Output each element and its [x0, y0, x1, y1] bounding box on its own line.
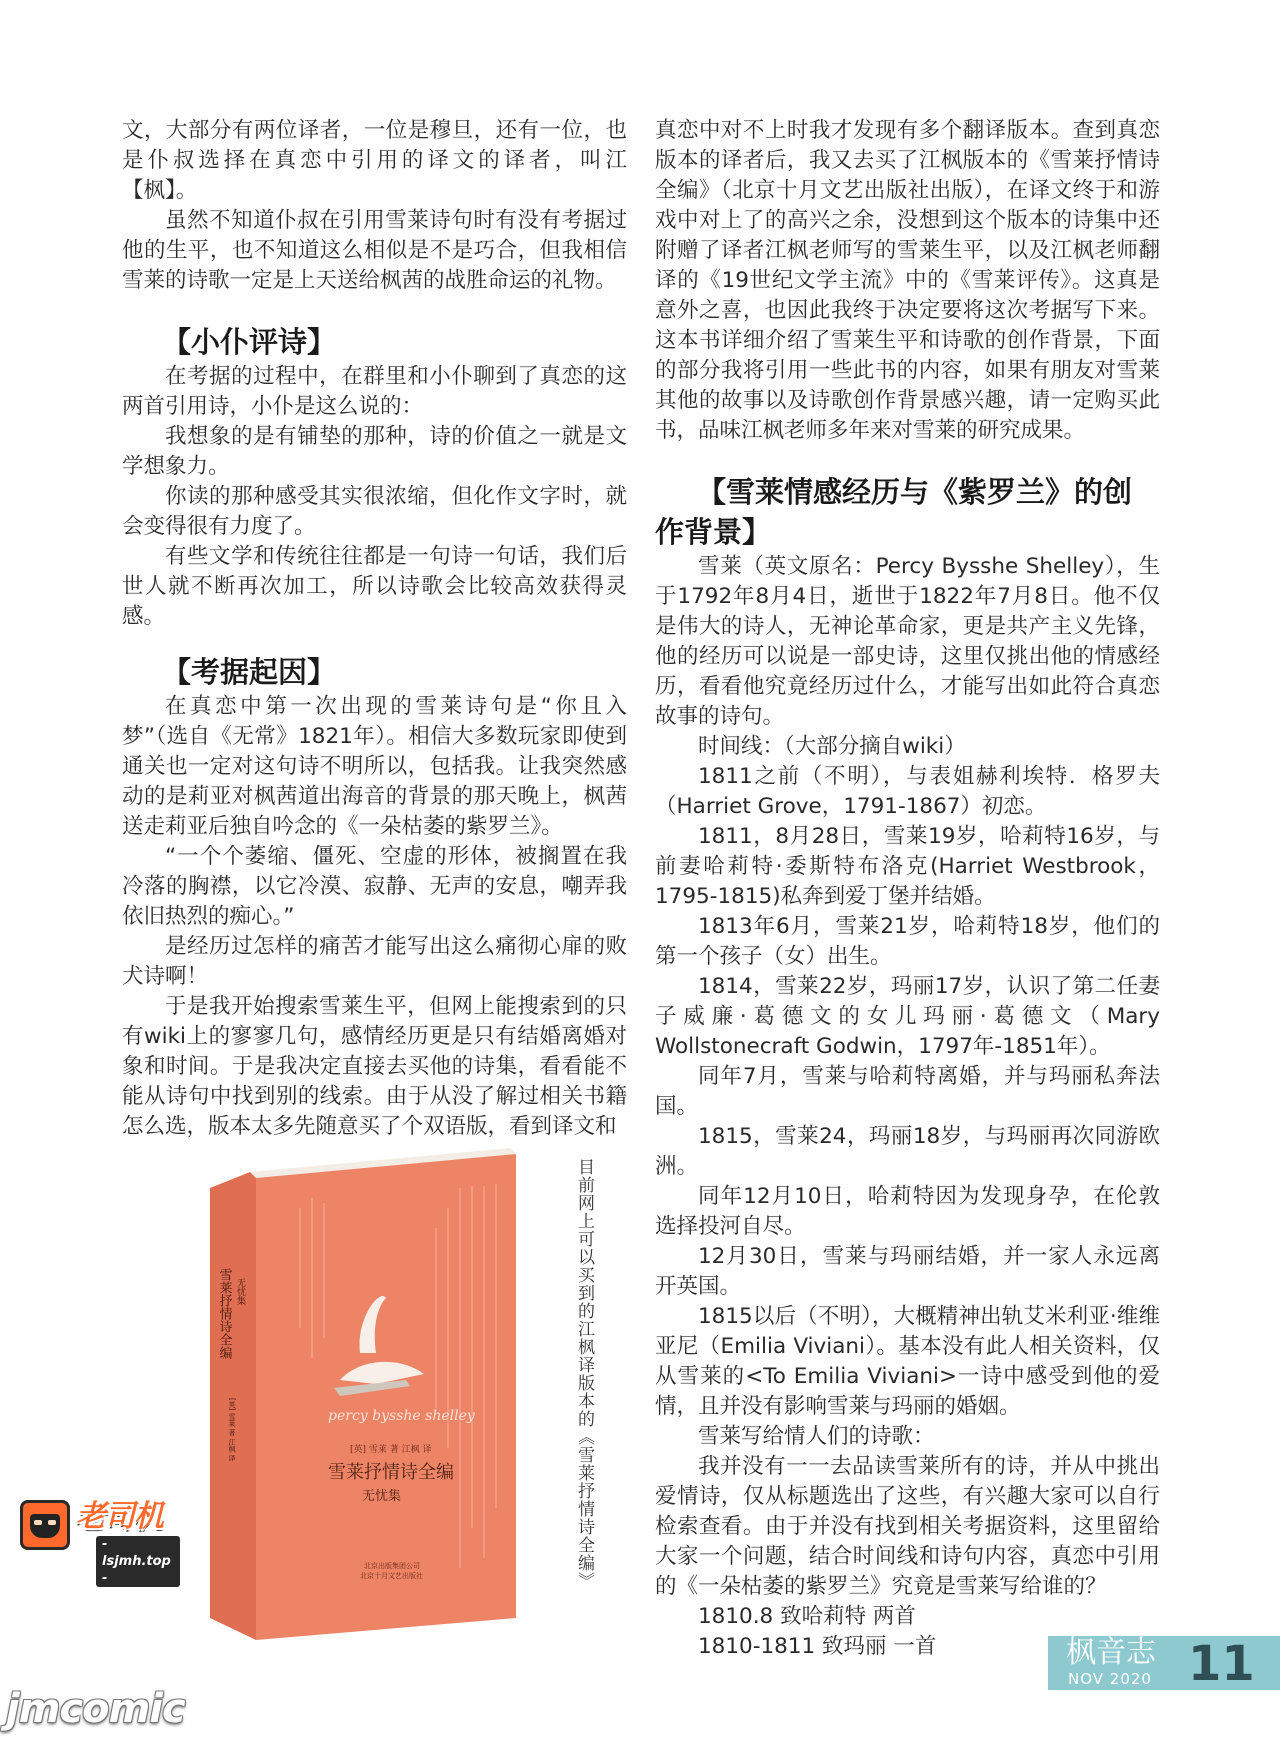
book-cover-image — [210, 1140, 540, 1650]
watermark: jmcomic — [6, 1686, 185, 1732]
section1-paragraph-3: 你读的那种感受其实很浓缩，但化作文字时，就会变得很有力度了。 — [122, 484, 627, 539]
section3-paragraph-1: 雪莱（英文原名：Percy Bysshe Shelley），生于1792年8月4日，逝世于1822年7月8日。他不仅是伟大的诗人，无神论革命家，更是共产主义先锋，他的经历可以说是一部史诗，这里仅挑出他的情感经历，看看他究竟经历过什么，才能写出如此符合真恋故事的诗句。 — [655, 554, 1160, 729]
section1-paragraph-2: 我想象的是有铺垫的那种，诗的价值之一就是文学想象力。 — [122, 424, 627, 479]
section3-paragraph-7: 同年7月，雪莱与哈莉特离婚，并与玛丽私奔法国。 — [655, 1064, 1160, 1119]
cover-title: 雪莱抒情诗全编 — [328, 1462, 454, 1483]
spine-author: [英] 雪莱 著 江枫 译 — [228, 1398, 236, 1462]
left-intro-paragraph-1: 文，大部分有两位译者，一位是穆旦，还有一位，也是仆叔选择在真恋中引用的译文的译者，叫江【枫】。 — [122, 118, 627, 203]
book-illustration — [210, 1148, 528, 1640]
section-title-shelley-background: 【雪莱情感经历与《紫罗兰》的创作背景】 — [655, 475, 1133, 549]
section1-paragraph-1: 在考据的过程中，在群里和小仆聊到了真恋的这两首引用诗，小仆是这么说的： — [122, 364, 627, 419]
section3-paragraph-6: 1814，雪莱22岁，玛丽17岁，认识了第二任妻子威廉·葛德文的女儿玛丽·葛德文（Mary Wollstonecraft Godwin，1797年-1851年）。 — [655, 974, 1160, 1059]
section3-paragraph-11: 1815以后（不明），大概精神出轨艾米利亚·维维亚尼（Emilia Viviani）。基本没有此人相关资料，仅从雪莱的<To Emilia Viviani>一诗中感受到他的爱情，且并没有影响雪莱与玛丽的婚姻。 — [655, 1304, 1160, 1419]
left-intro-paragraph-2: 虽然不知道仆叔在引用雪莱诗句时有没有考据过他的生平，也不知道这么相似是不是巧合，但我相信雪莱的诗歌一定是上天送给枫茜的战胜命运的礼物。 — [122, 208, 627, 293]
section-title-xiaopu-review: 【小仆评诗】 — [162, 325, 337, 359]
section-title-research-origin: 【考据起因】 — [162, 655, 337, 689]
left-column — [122, 116, 627, 1142]
section3-paragraph-14: 1810.8 致哈莉特 两首 — [698, 1604, 916, 1629]
book-caption: 目前网上可以买到的江枫译版本的《雪莱抒情诗全编》 — [574, 1158, 594, 1590]
cover-publisher-line-2: 北京十月文艺出版社 — [360, 1572, 423, 1580]
section3-paragraph-9: 同年12月10日，哈莉特因为发现身孕，在伦敦选择投河自尽。 — [655, 1184, 1160, 1239]
spine-title: 雪莱抒情诗全编 — [216, 1268, 232, 1359]
logo-name: 老司机 — [76, 1499, 163, 1534]
cover-author: [英] 雪莱 著 江枫 译 — [350, 1445, 432, 1455]
section3-paragraph-4: 1811，8月28日，雪莱19岁，哈莉特16岁，与前妻哈莉特·委斯特布洛克(Harriet Westbrook，1795-1815)私奔到爱丁堡并结婚。 — [655, 824, 1160, 909]
cover-subtitle: 无忧集 — [362, 1489, 402, 1504]
section3-paragraph-12: 雪莱写给情人们的诗歌： — [698, 1424, 935, 1449]
section3-paragraph-3: 1811之前（不明），与表姐赫利埃特．格罗夫（Harriet Grove，1791-1867）初恋。 — [655, 764, 1160, 819]
page-footer — [1048, 1636, 1280, 1690]
section1-paragraph-4: 有些文学和传统往往都是一句诗一句话，我们后世人就不断再次加工，所以诗歌会比较高效获得灵感。 — [122, 544, 627, 629]
page-number: 11 — [1188, 1636, 1255, 1692]
logo-url: - lsjmh.top - — [96, 1536, 180, 1587]
section2-paragraph-2: “一个个萎缩、僵死、空虚的形体，被搁置在我冷落的胸襟，以它冷漠、寂静、无声的安息，嘲弄我依旧热烈的痴心。” — [122, 844, 627, 929]
section2-paragraph-3: 是经历过怎样的痛苦才能写出这么痛彻心扉的败犬诗啊！ — [122, 934, 627, 989]
right-intro-paragraph: 真恋中对不上时我才发现有多个翻译版本。查到真恋版本的译者后，我又去买了江枫版本的《雪莱抒情诗全编》（北京十月文艺出版社出版），在译文终于和游戏中对上了的高兴之余，没想到这个版本的诗集中还附赠了译者江枫老师写的雪莱生平，以及江枫老师翻译的《19世纪文学主流》中的《雪莱评传》。这真是意外之喜，也因此我终于决定要将这次考据写下来。这本书详细介绍了雪莱生平和诗歌的创作背景，下面的部分我将引用一些此书的内容，如果有朋友对雪莱其他的故事以及诗歌创作背景感兴趣，请一定购买此书，品味江枫老师多年来对雪莱的研究成果。 — [655, 118, 1160, 443]
section2-paragraph-1: 在真恋中第一次出现的雪莱诗句是“你且入梦”（选自《无常》1821年）。相信大多数玩家即使到通关也一定对这句诗不明所以，包括我。让我突然感动的是莉亚对枫茜道出海音的背景的那天晚上，枫茜送走莉亚后独自吟念的《一朵枯萎的紫罗兰》。 — [122, 694, 627, 839]
cover-signature: percy bysshe shelley — [328, 1408, 475, 1424]
right-column — [655, 116, 1160, 1662]
section3-paragraph-5: 1813年6月，雪莱21岁，哈莉特18岁，他们的第一个孩子（女）出生。 — [655, 914, 1160, 969]
section3-paragraph-13: 我并没有一一去品读雪莱所有的诗，并从中挑出爱情诗，仅从标题选出了这些，有兴趣大家可以自行检索查看。由于并没有找到相关考据资料，这里留给大家一个问题，结合时间线和诗句内容，真恋中引用的《一朵枯萎的紫罗兰》究竟是雪莱写给谁的？ — [655, 1454, 1160, 1599]
section3-paragraph-10: 12月30日，雪莱与玛丽结婚，并一家人永远离开英国。 — [655, 1244, 1160, 1299]
issue-date: NOV 2020 — [1068, 1670, 1152, 1688]
section2-paragraph-4: 于是我开始搜索雪莱生平，但网上能搜索到的只有wiki上的寥寥几句，感情经历更是只有结婚离婚对象和时间。于是我决定直接去买他的诗集，看看能不能从诗句中找到别的线索。由于从没了解过相关书籍怎么选，版本太多先随意买了个双语版，看到译文和 — [122, 994, 627, 1139]
magazine-name: 枫音志 — [1066, 1635, 1156, 1670]
cover-publisher-line-1: 北京出版集团公司 — [364, 1562, 420, 1570]
section3-paragraph-2: 时间线：（大部分摘自wiki） — [698, 734, 966, 759]
driver-face-icon — [20, 1500, 70, 1550]
site-logo — [20, 1499, 180, 1586]
spine-subtitle: 无忧集 — [235, 1278, 245, 1305]
section3-paragraph-15: 1810-1811 致玛丽 一首 — [698, 1634, 937, 1659]
section3-paragraph-8: 1815，雪莱24，玛丽18岁，与玛丽再次同游欧洲。 — [655, 1124, 1160, 1179]
